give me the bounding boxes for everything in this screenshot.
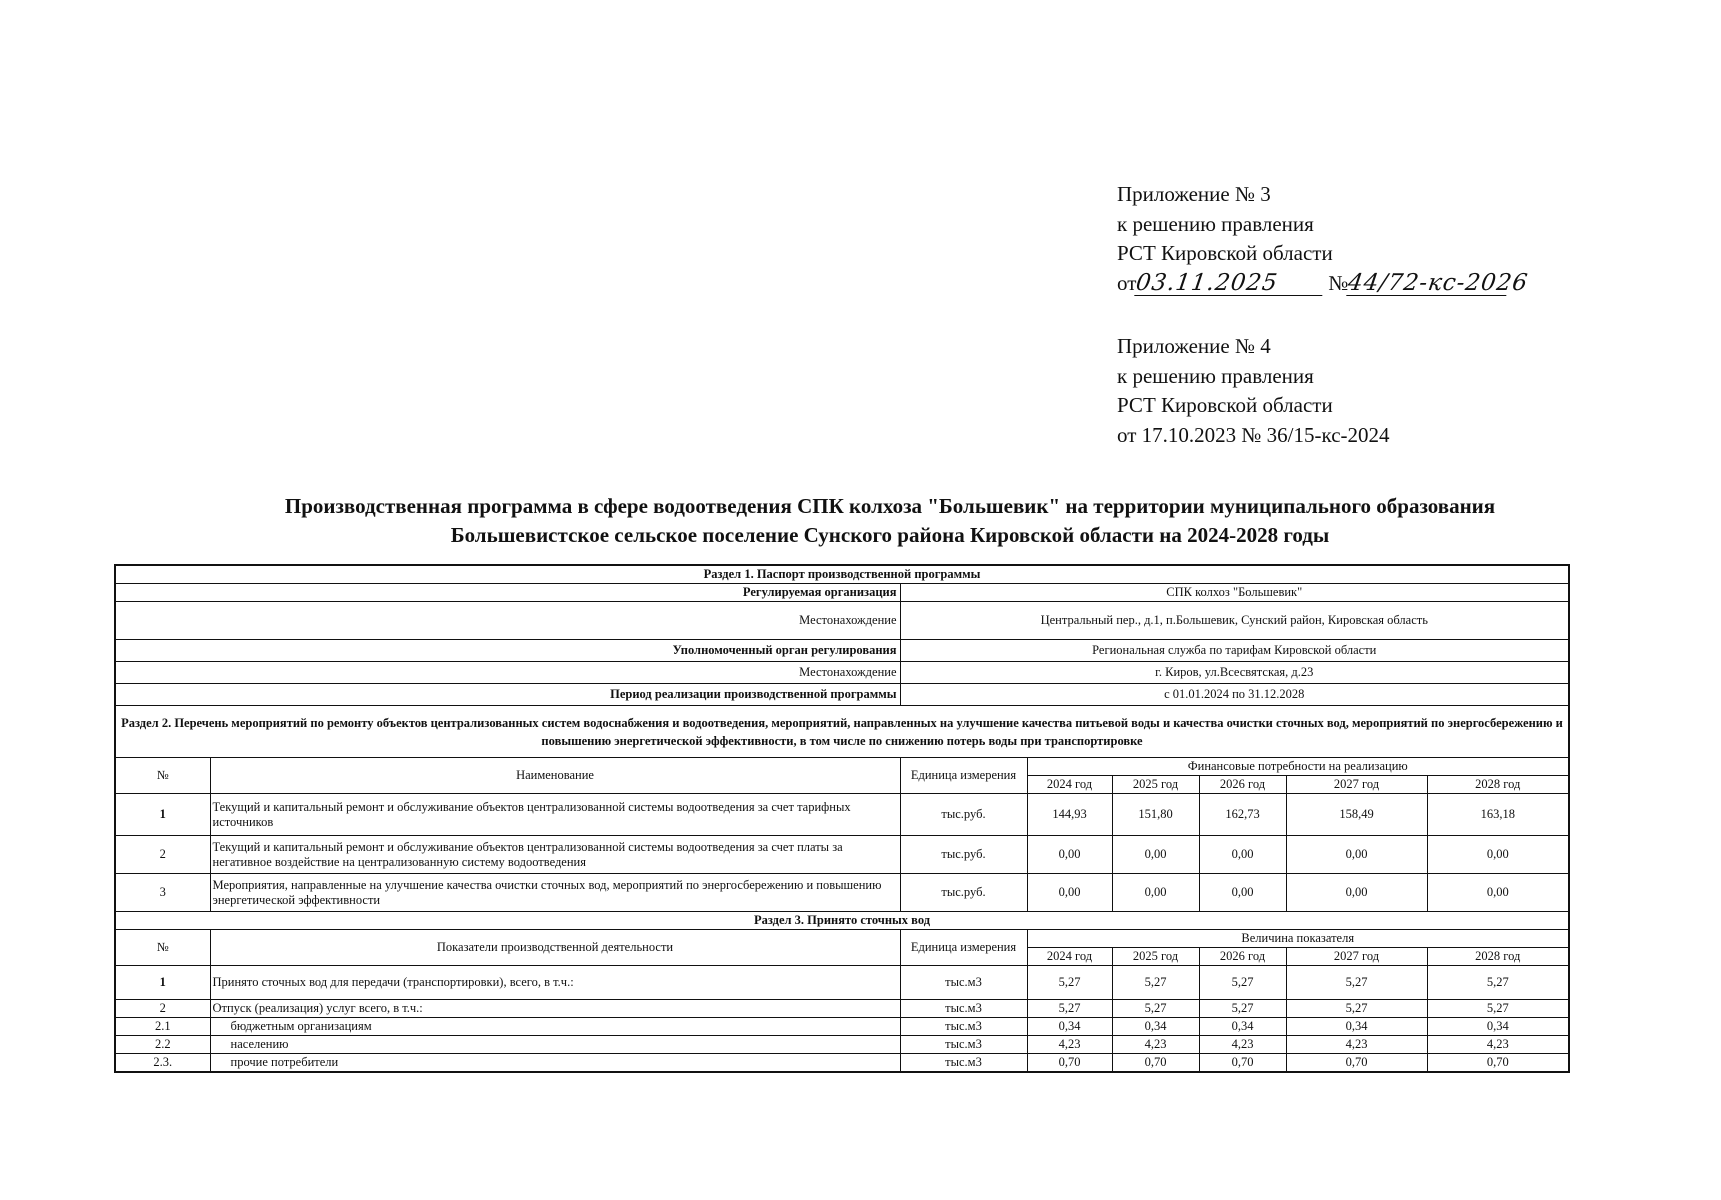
section1-header-row [115,565,1569,584]
year-header: 2028 год [1427,776,1569,794]
year-header: 2028 год [1427,948,1569,966]
row-value: 158,49 [1286,794,1427,836]
row-unit: тыс.руб. [900,874,1027,912]
row-name: Мероприятия, направленные на улучшение качества очистки сточных вод, мероприятий по энергосбережению и повышению энергетической эффективности [210,874,900,912]
row-value: 0,34 [1286,1018,1427,1036]
annex-3-line3: РСТ Кировской области [1117,241,1333,265]
row-value: 151,80 [1112,794,1199,836]
section3-header: Раздел 3. Принято сточных вод [115,912,1569,930]
section3-header-row [115,912,1569,930]
annex-3-line2: к решению правления [1117,211,1314,236]
row-value: 0,34 [1027,1018,1112,1036]
row-unit: тыс.м3 [900,1018,1027,1036]
section1-row-authority [115,640,1569,662]
section2-header: Раздел 2. Перечень мероприятий по ремонту объектов централизованных систем водоснабжения и водоотведения, мероприятий, направленных на улучшение качества питьевой воды и качества очистки сточных вод, мероприятий по энергосбережению и повышению энергетической эффективности, в том числе по снижению потерь воды при транспортировке [115,706,1569,758]
annex-3-from: от [1117,270,1137,295]
row-value: 0,00 [1112,874,1199,912]
annex-3-line4 [1117,269,1531,299]
row-value: 0,34 [1427,1018,1569,1036]
row-value: 0,00 [1427,836,1569,874]
section1-row-authority-location [115,662,1569,684]
title-line2: Большевистское сельское поселение Сунского района Кировской области на 2024-2028 годы [450,523,1330,547]
section3-col-unit: Единица измерения [900,930,1027,966]
section3-col-name: Показатели производственной деятельности [210,930,900,966]
row-name: Принято сточных вод для передачи (транспортировки), всего, в т.ч.: [210,966,900,1000]
row-value: 0,00 [1199,874,1286,912]
row-value: 5,27 [1286,966,1427,1000]
row-name: прочие потребители [210,1054,900,1073]
section1-label: Период реализации производственной программы [115,684,900,706]
annex-4-line4: от 17.10.2023 № 36/15-кс-2024 [1117,422,1390,447]
row-value: 0,70 [1027,1054,1112,1073]
table-row [115,794,1569,836]
row-number: 3 [115,874,210,912]
section1-label: Местонахождение [115,602,900,640]
year-header: 2026 год [1199,948,1286,966]
row-number: 2.2 [115,1036,210,1054]
section1-value: Региональная служба по тарифам Кировской области [900,640,1569,662]
year-header: 2025 год [1112,948,1199,966]
annex-4-line3: РСТ Кировской области [1117,393,1333,417]
section2-col-unit: Единица измерения [900,758,1027,794]
section1-value: Центральный пер., д.1, п.Большевик, Сунский район, Кировская область [900,602,1569,640]
row-value: 4,23 [1199,1036,1286,1054]
row-value: 162,73 [1199,794,1286,836]
section1-row-org [115,584,1569,602]
annex-4-line1: Приложение № 4 [1117,334,1271,358]
section1-header: Раздел 1. Паспорт производственной программы [115,565,1569,584]
row-number: 1 [115,966,210,1000]
row-value: 0,70 [1199,1054,1286,1073]
year-header: 2027 год [1286,948,1427,966]
title-line1: Производственная программа в сфере водоотведения СПК колхоза "Большевик" на территории муниципального образования [284,494,1496,518]
table-row [115,966,1569,1000]
row-unit: тыс.м3 [900,966,1027,1000]
table-row [115,874,1569,912]
section2-col-no: № [115,758,210,794]
section1-label: Регулируемая организация [115,584,900,602]
row-unit: тыс.руб. [900,794,1027,836]
year-header: 2027 год [1286,776,1427,794]
row-name: бюджетным организациям [210,1018,900,1036]
row-value: 0,00 [1027,874,1112,912]
section1-row-period [115,684,1569,706]
row-value: 0,00 [1027,836,1112,874]
section1-row-location [115,602,1569,640]
annex-4-line2: к решению правления [1117,363,1314,388]
annex-3-num-sign: № [1328,270,1349,295]
row-value: 4,23 [1286,1036,1427,1054]
section3-col-no: № [115,930,210,966]
year-header: 2024 год [1027,948,1112,966]
row-name: населению [210,1036,900,1054]
row-value: 0,00 [1427,874,1569,912]
section2-col-name: Наименование [210,758,900,794]
section1-value: г. Киров, ул.Всесвятская, д.23 [900,662,1569,684]
row-number: 2 [115,836,210,874]
annex-3-block [1117,180,1531,298]
section1-value: СПК колхоз "Большевик" [900,584,1569,602]
row-value: 5,27 [1427,966,1569,1000]
year-header: 2025 год [1112,776,1199,794]
row-value: 4,23 [1112,1036,1199,1054]
row-value: 0,00 [1286,836,1427,874]
section1-label: Уполномоченный орган регулирования [115,640,900,662]
handwritten-number: 44/72-кс-2026 [1346,269,1531,296]
row-value: 144,93 [1027,794,1112,836]
row-name: Отпуск (реализация) услуг всего, в т.ч.: [210,1000,900,1018]
handwritten-date: 03.11.2025 [1135,271,1327,296]
table-row [115,1018,1569,1036]
table-row [115,836,1569,874]
table-row [115,1000,1569,1018]
year-header: 2024 год [1027,776,1112,794]
row-value: 4,23 [1427,1036,1569,1054]
row-number: 2.1 [115,1018,210,1036]
row-value: 0,00 [1112,836,1199,874]
section3-col-group: Величина показателя [1027,930,1569,948]
row-value: 0,34 [1199,1018,1286,1036]
row-value: 5,27 [1112,966,1199,1000]
section2-header-row [115,706,1569,758]
table-row [115,1054,1569,1073]
production-program-table [114,564,1570,1073]
row-value: 0,34 [1112,1018,1199,1036]
row-value: 0,70 [1286,1054,1427,1073]
row-number: 2 [115,1000,210,1018]
table-row [115,1036,1569,1054]
section1-value: с 01.01.2024 по 31.12.2028 [900,684,1569,706]
row-value: 5,27 [1112,1000,1199,1018]
section2-col-header-row [115,758,1569,776]
row-number: 2.3. [115,1054,210,1073]
row-name: Текущий и капитальный ремонт и обслуживание объектов централизованной системы водоотведения за счет тарифных источников [210,794,900,836]
annex-4-block [1117,332,1390,450]
annex-3-line1: Приложение № 3 [1117,182,1271,206]
row-name: Текущий и капитальный ремонт и обслуживание объектов централизованной системы водоотведения за счет платы за негативное воздействие на централизованную систему водоотведения [210,836,900,874]
row-unit: тыс.м3 [900,1054,1027,1073]
section2-col-group: Финансовые потребности на реализацию [1027,758,1569,776]
row-value: 5,27 [1199,1000,1286,1018]
row-unit: тыс.руб. [900,836,1027,874]
row-value: 5,27 [1286,1000,1427,1018]
row-value: 0,00 [1286,874,1427,912]
row-value: 163,18 [1427,794,1569,836]
row-unit: тыс.м3 [900,1036,1027,1054]
section3-col-header-row [115,930,1569,948]
row-value: 5,27 [1427,1000,1569,1018]
row-value: 0,70 [1427,1054,1569,1073]
year-header: 2026 год [1199,776,1286,794]
row-value: 5,27 [1027,1000,1112,1018]
row-value: 5,27 [1199,966,1286,1000]
row-value: 0,00 [1199,836,1286,874]
row-value: 4,23 [1027,1036,1112,1054]
document-title [110,492,1670,550]
row-unit: тыс.м3 [900,1000,1027,1018]
row-number: 1 [115,794,210,836]
row-value: 0,70 [1112,1054,1199,1073]
row-value: 5,27 [1027,966,1112,1000]
section1-label: Местонахождение [115,662,900,684]
